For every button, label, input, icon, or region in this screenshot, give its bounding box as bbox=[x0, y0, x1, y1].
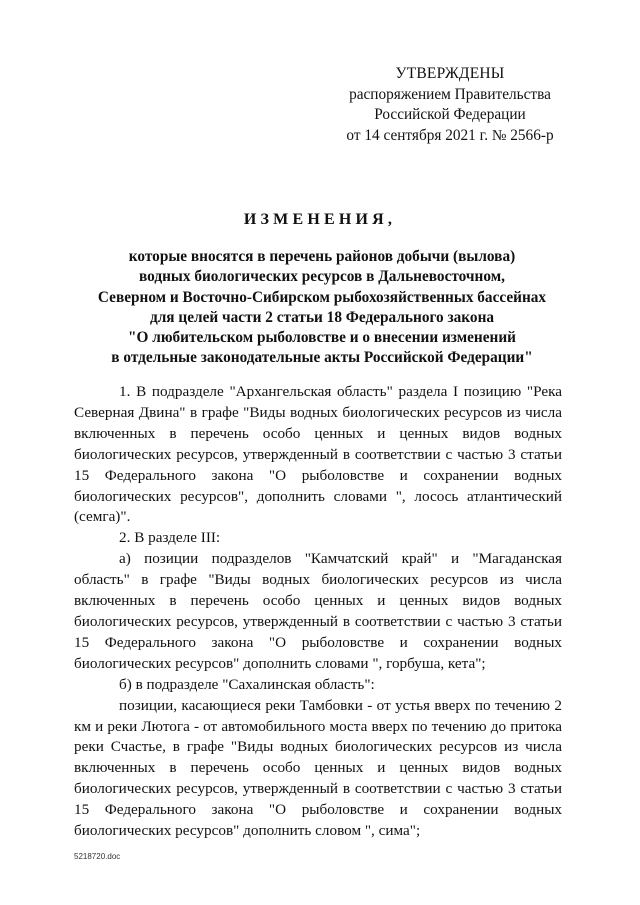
footer-filename: 5218720.doc bbox=[74, 852, 121, 861]
title-line: которые вносятся в перечень районов добычи (вылова) bbox=[128, 248, 516, 266]
title-line: водных биологических ресурсов в Дальневосточном, bbox=[139, 268, 505, 286]
approval-date-number: от 14 сентября 2021 г. № 2566-р bbox=[346, 126, 554, 144]
title-line: "О любительском рыболовстве и о внесении изменений bbox=[128, 329, 516, 347]
paragraph-item-2b: б) в подразделе "Сахалинская область": bbox=[119, 675, 375, 693]
title-line: для целей части 2 статьи 18 Федерального закона bbox=[149, 308, 495, 326]
paragraph-item-1: 1. В подразделе "Архангельская область" раздела I позицию "Река Северная Двина" в графе "Виды водных биологических ресурсов из числа включенных в перечень особо ценных и ценных видов водных биологических ресурсов, утвержденный в соответствии с частью 3 статьи 15 Федерального закона "О рыболовстве и сохранении водных биологических ресурсов", дополнить словами ", лосось атлантический (семга)". bbox=[74, 383, 562, 526]
approval-line-2: Российской Федерации bbox=[374, 106, 526, 123]
approval-line-1: распоряжением Правительства bbox=[349, 85, 551, 103]
paragraph-item-2b-positions: позиции, касающиеся реки Тамбовки - от устья вверх по течению 2 км и реки Лютога - от автомобильного моста вверх по течению до притока реки Счастье, в графе "Виды водных биологических ресурсов из числа включенных в перечень особо ценных и ценных видов водных биологических ресурсов, утвержденный в соответствии с частью 3 статьи 15 Федерального закона "О рыболовстве и сохранении водных биологических ресурсов" дополнить словом ", сима"; bbox=[74, 696, 562, 840]
approval-heading: УТВЕРЖДЕНЫ bbox=[395, 65, 505, 82]
title-line: в отдельные законодательные акты Российской Федерации" bbox=[111, 349, 533, 367]
document-title bbox=[0, 210, 640, 368]
title-heading: ИЗМЕНЕНИЯ, bbox=[243, 211, 397, 228]
title-line: Северном и Восточно-Сибирском рыбохозяйственных бассейнах bbox=[97, 288, 547, 306]
paragraph-item-2a: а) позиции подразделов "Камчатский край" и "Магаданская область" в графе "Виды водных биологических ресурсов из числа включенных в перечень особо ценных и ценных видов водных биологических ресурсов, утвержденный в соответствии с частью 3 статьи 15 Федерального закона "О рыболовстве и сохранении водных биологических ресурсов" дополнить словами ", горбуша, кета"; bbox=[74, 550, 562, 672]
document-body bbox=[74, 382, 562, 842]
approval-block bbox=[330, 64, 570, 146]
paragraph-item-2: 2. В разделе III: bbox=[119, 529, 221, 547]
